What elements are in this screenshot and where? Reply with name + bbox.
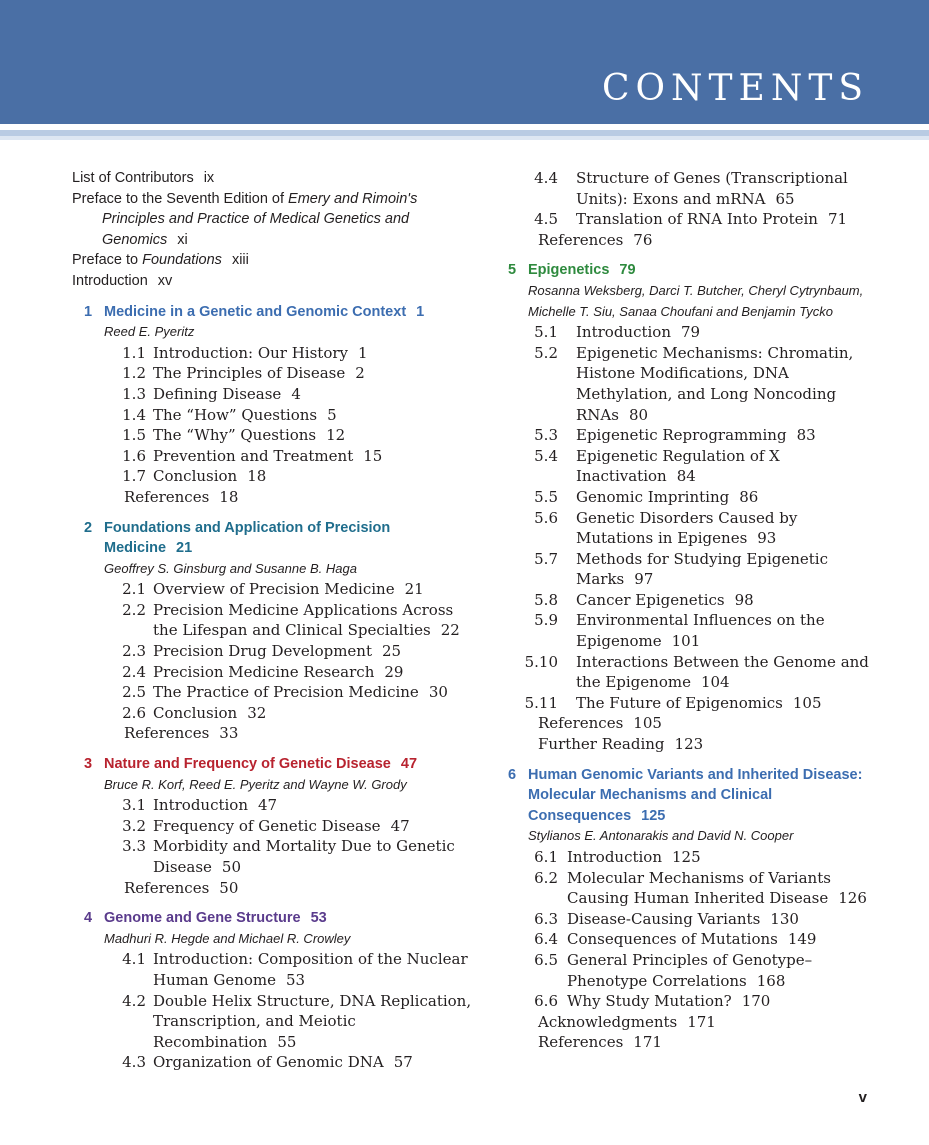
- section-page: 84: [676, 467, 696, 486]
- section-title: Cancer Epigenetics: [576, 590, 725, 609]
- chapter-title-text: Nature and Frequency of Genetic Disease: [104, 756, 391, 773]
- section-entry[interactable]: [72, 363, 472, 384]
- section-entry[interactable]: [496, 991, 876, 1012]
- section-title: Translation of RNA Into Protein: [576, 210, 818, 229]
- section-entry[interactable]: [496, 909, 876, 930]
- chapter-authors: Reed E. Pyeritz: [104, 324, 195, 340]
- section-page: 12: [326, 426, 346, 445]
- section-title: Double Helix Structure, DNA Replication, Transcription, and Meiotic Recombination: [153, 991, 472, 1051]
- section-number: 4.5: [534, 210, 558, 229]
- section-page: 126: [838, 889, 867, 908]
- section-page: 25: [382, 642, 402, 661]
- section-entry[interactable]: [496, 590, 876, 611]
- section-title: Conclusion: [153, 467, 238, 486]
- section-page: 2: [355, 364, 365, 383]
- references-entry[interactable]: [496, 713, 876, 734]
- section-title: Introduction: Our History: [153, 343, 348, 362]
- section-entry[interactable]: [72, 1052, 472, 1073]
- section-entry[interactable]: [72, 662, 472, 683]
- section-entry[interactable]: [496, 425, 876, 446]
- section-title: The “Why” Questions: [153, 426, 317, 445]
- section-entry[interactable]: [496, 168, 876, 209]
- section-page: 47: [258, 796, 278, 815]
- section-entry[interactable]: [496, 508, 876, 549]
- front-matter-title-italic: Foundations: [142, 252, 222, 269]
- section-number: 5.9: [534, 611, 558, 630]
- section-title: Interactions Between the Genome and the Epigenome: [576, 652, 869, 692]
- references-title: References: [124, 878, 210, 897]
- section-title: The Future of Epigenomics: [576, 693, 783, 712]
- section-page: 71: [827, 210, 848, 229]
- references-title: References: [538, 230, 624, 249]
- chapter-authors: Bruce R. Korf, Reed E. Pyeritz and Wayne W. Grody: [104, 776, 407, 792]
- section-entry[interactable]: [496, 847, 876, 868]
- section-title: Organization of Genomic DNA: [153, 1053, 384, 1072]
- section-page: 18: [247, 467, 267, 486]
- references-title: Further Reading: [538, 735, 665, 754]
- front-matter-page: xiii: [231, 252, 249, 269]
- section-entry[interactable]: [72, 343, 472, 364]
- references-entry[interactable]: [496, 1032, 876, 1053]
- references-title: References: [124, 724, 210, 743]
- section-title: Why Study Mutation?: [567, 992, 732, 1011]
- section-number: 6.4: [534, 930, 558, 949]
- section-entry[interactable]: [72, 703, 472, 724]
- section-number: 5.5: [534, 487, 558, 506]
- section-title: Precision Medicine Applications Across the Lifespan and Clinical Specialties: [153, 600, 454, 640]
- section-number: 6.3: [534, 909, 558, 928]
- section-number: 1.1: [122, 343, 146, 362]
- header-divider-pale: [0, 136, 929, 140]
- section-page: 104: [700, 673, 730, 692]
- section-entry[interactable]: [72, 425, 472, 446]
- section-entry[interactable]: [496, 209, 876, 230]
- section-entry[interactable]: [72, 600, 472, 641]
- references-page: 105: [633, 714, 662, 733]
- section-title: Introduction: [567, 848, 662, 866]
- section-number: 2.2: [122, 600, 146, 619]
- section-title: Frequency of Genetic Disease: [153, 816, 381, 835]
- section-page: 50: [221, 858, 242, 876]
- section-entry[interactable]: [496, 446, 876, 487]
- references-entry[interactable]: [72, 487, 472, 508]
- section-page: 86: [739, 487, 759, 506]
- section-entry[interactable]: [72, 405, 472, 426]
- section-number: 3.2: [122, 816, 146, 835]
- section-number: 5.7: [534, 549, 558, 568]
- front-matter-title: Preface to the Seventh Edition of: [72, 190, 289, 207]
- section-title: Prevention and Treatment: [153, 446, 354, 465]
- section-page: 65: [775, 189, 795, 208]
- section-number: 6.5: [534, 950, 558, 969]
- references-page: 18: [219, 487, 239, 506]
- section-title: General Principles of Genotype–Phenotype Correlations: [567, 950, 813, 990]
- section-title: Introduction: Composition of the Nuclear Human Genome: [153, 950, 468, 989]
- section-title: Disease-Causing Variants: [567, 909, 761, 928]
- chapter-title[interactable]: [496, 765, 876, 827]
- section-number: 1.5: [122, 426, 146, 445]
- front-matter-page: xv: [157, 272, 173, 289]
- section-number: 5.1: [534, 323, 558, 342]
- section-entry[interactable]: [72, 384, 472, 405]
- section-number: 3.3: [122, 837, 146, 856]
- chapter-title[interactable]: [496, 260, 876, 281]
- section-title: Precision Drug Development: [153, 642, 372, 661]
- section-page: 30: [428, 683, 448, 702]
- section-page: 57: [393, 1053, 413, 1072]
- chapter-page: 125: [641, 807, 666, 824]
- references-title: References: [538, 1033, 624, 1052]
- section-number: 1.3: [122, 384, 146, 403]
- section-page: 80: [628, 405, 649, 424]
- section-entry[interactable]: [496, 929, 876, 950]
- section-number: 5.10: [524, 652, 558, 671]
- toc-column-right: [496, 168, 876, 1053]
- section-number: 5.8: [534, 590, 558, 609]
- chapter-title[interactable]: [72, 754, 472, 775]
- section-title: Defining Disease: [153, 384, 282, 403]
- section-entry[interactable]: [72, 466, 472, 487]
- front-matter-entry[interactable]: [72, 189, 472, 251]
- chapter-page: 79: [619, 262, 636, 279]
- chapter-page: 47: [400, 756, 418, 773]
- section-entry[interactable]: [496, 950, 876, 991]
- references-page: 171: [687, 1012, 716, 1031]
- section-page: 93: [757, 529, 777, 548]
- section-page: 5: [327, 405, 337, 424]
- front-matter-title: Introduction: [72, 272, 148, 289]
- section-entry[interactable]: [496, 868, 876, 909]
- toc-column-left: [72, 168, 472, 1073]
- section-number: 5.4: [534, 446, 558, 465]
- references-entry[interactable]: [496, 1012, 876, 1033]
- references-title: References: [124, 487, 210, 506]
- section-entry[interactable]: [496, 693, 876, 714]
- references-page: 33: [219, 724, 239, 743]
- section-page: 168: [756, 971, 786, 990]
- section-title: The “How” Questions: [153, 405, 318, 424]
- front-matter-title-italic: Emery and Rimoin's Principles and Practice of Medical Genetics and Genomics: [102, 190, 418, 248]
- section-title: Overview of Precision Medicine: [153, 580, 395, 599]
- section-number: 4.2: [122, 991, 146, 1010]
- section-number: 3.1: [122, 796, 146, 815]
- references-page: 171: [633, 1033, 662, 1052]
- front-matter-entry[interactable]: [72, 271, 472, 292]
- section-page: 79: [681, 323, 701, 342]
- section-entry[interactable]: [496, 610, 876, 651]
- front-matter-title: List of Contributors: [72, 170, 194, 186]
- front-matter-title: Preface to: [72, 252, 143, 269]
- section-number: 2.5: [122, 683, 146, 702]
- chapter-authors: Stylianos E. Antonarakis and David N. Cooper: [528, 828, 794, 844]
- section-page: 22: [440, 621, 460, 640]
- section-title: The Principles of Disease: [153, 364, 346, 383]
- section-page: 1: [358, 343, 368, 362]
- front-matter-page: xi: [177, 231, 188, 248]
- references-entry[interactable]: [496, 734, 876, 755]
- front-matter-page: ix: [203, 170, 215, 186]
- chapter-page: 1: [416, 303, 425, 320]
- section-entry[interactable]: [496, 487, 876, 508]
- chapter-page: 53: [310, 910, 327, 927]
- front-matter-entry[interactable]: [72, 168, 472, 189]
- section-title: Environmental Influences on the Epigenome: [576, 611, 825, 651]
- section-entry[interactable]: [72, 836, 472, 877]
- section-page: 21: [404, 580, 424, 599]
- section-number: 1.4: [122, 405, 146, 424]
- section-page: 29: [384, 662, 404, 681]
- chapter-page: 21: [176, 540, 193, 557]
- references-entry[interactable]: [72, 878, 472, 899]
- section-entry[interactable]: [72, 949, 472, 990]
- section-entry[interactable]: [496, 322, 876, 343]
- section-number: 2.6: [122, 703, 146, 722]
- chapter-title-text: Foundations and Application of Precision Medicine: [104, 519, 391, 557]
- references-title: References: [538, 714, 624, 733]
- section-number: 4.4: [534, 169, 558, 187]
- chapter-authors: Rosanna Weksberg, Darci T. Butcher, Cheryl Cytrynbaum, Michelle T. Siu, Sanaa Choufani and Benjamin Tycko: [528, 282, 864, 319]
- section-number: 1.2: [122, 364, 146, 383]
- page-number: v: [858, 1089, 867, 1106]
- section-entry[interactable]: [72, 991, 472, 1053]
- section-number: 2.4: [122, 662, 146, 681]
- section-title: Conclusion: [153, 703, 238, 722]
- section-title: Epigenetic Mechanisms: Chromatin, Histone Modifications, DNA Methylation, and Long Noncoding RNAs: [576, 343, 854, 424]
- section-page: 149: [787, 930, 817, 949]
- section-number: 6.1: [534, 848, 558, 866]
- section-entry[interactable]: [496, 549, 876, 590]
- section-page: 98: [734, 590, 754, 609]
- section-title: Methods for Studying Epigenetic Marks: [576, 549, 829, 589]
- section-title: Epigenetic Regulation of X Inactivation: [576, 446, 780, 486]
- section-entry[interactable]: [72, 446, 472, 467]
- section-page: 83: [796, 426, 816, 445]
- section-page: 101: [671, 632, 701, 651]
- section-entry[interactable]: [72, 641, 472, 662]
- section-page: 55: [277, 1032, 297, 1051]
- chapter-authors: Madhuri R. Hegde and Michael R. Crowley: [104, 930, 351, 946]
- section-number: 6.6: [534, 992, 558, 1011]
- section-number: 4.1: [122, 950, 146, 969]
- section-entry[interactable]: [72, 816, 472, 837]
- section-number: 6.2: [534, 868, 558, 887]
- front-matter-entry[interactable]: [72, 250, 472, 271]
- chapter-number: 6: [508, 766, 517, 783]
- chapter-number: 5: [508, 262, 517, 279]
- section-title: Morbidity and Mortality Due to Genetic Disease: [153, 837, 455, 876]
- header-banner: [0, 0, 929, 124]
- chapter-number: 3: [84, 756, 93, 773]
- section-entry[interactable]: [72, 682, 472, 703]
- italic-wrapper: [142, 252, 222, 268]
- section-page: 47: [390, 816, 410, 835]
- section-title: Genomic Imprinting: [576, 487, 730, 506]
- chapter-number: 4: [84, 910, 93, 927]
- page-title: CONTENTS: [601, 68, 869, 109]
- chapter-title-text: Human Genomic Variants and Inherited Disease: Molecular Mechanisms and Clinical Consequences: [528, 766, 863, 824]
- section-entry[interactable]: [496, 652, 876, 693]
- section-page: 130: [770, 909, 799, 928]
- chapter-title[interactable]: [72, 518, 472, 559]
- chapter-authors: Geoffrey S. Ginsburg and Susanne B. Haga: [104, 560, 357, 576]
- section-page: 15: [363, 446, 383, 465]
- section-title: Structure of Genes (Transcriptional Units): Exons and mRNA: [576, 169, 848, 208]
- section-title: Genetic Disorders Caused by Mutations in Epigenes: [576, 508, 798, 548]
- section-number: 4.3: [122, 1053, 146, 1072]
- section-title: The Practice of Precision Medicine: [153, 683, 419, 702]
- section-title: Epigenetic Reprogramming: [576, 426, 787, 445]
- chapter-title-text: Genome and Gene Structure: [104, 910, 301, 927]
- section-number: 5.2: [534, 343, 558, 362]
- chapter-title-text: Epigenetics: [528, 262, 610, 279]
- section-page: 32: [247, 703, 267, 722]
- chapter-title[interactable]: [72, 302, 472, 323]
- section-number: 2.3: [122, 642, 146, 661]
- section-page: 97: [634, 570, 654, 589]
- section-title: Introduction: [153, 796, 248, 815]
- references-page: 76: [633, 230, 653, 249]
- chapter-number: 1: [84, 303, 93, 320]
- section-page: 4: [291, 384, 301, 403]
- section-number: 2.1: [122, 580, 146, 599]
- section-number: 1.6: [122, 446, 146, 465]
- section-page: 125: [672, 848, 701, 866]
- section-page: 105: [792, 693, 822, 712]
- section-page: 170: [741, 992, 771, 1011]
- section-entry[interactable]: [72, 579, 472, 600]
- references-page: 123: [674, 735, 704, 754]
- section-title: Consequences of Mutations: [567, 930, 778, 949]
- chapter-number: 2: [84, 519, 93, 536]
- chapter-title-text: Medicine in a Genetic and Genomic Context: [104, 303, 407, 320]
- section-number: 1.7: [122, 467, 146, 486]
- references-entry[interactable]: [72, 723, 472, 744]
- section-title: Precision Medicine Research: [153, 662, 375, 681]
- references-page: 50: [219, 878, 239, 897]
- section-title: Introduction: [576, 323, 671, 342]
- section-number: 5.6: [534, 508, 558, 527]
- section-number: 5.11: [524, 693, 558, 712]
- section-title: Molecular Mechanisms of Variants Causing Human Inherited Disease: [567, 868, 831, 908]
- section-number: 5.3: [534, 426, 558, 445]
- references-entry[interactable]: [496, 230, 876, 251]
- references-title: Acknowledgments: [538, 1012, 678, 1031]
- section-entry[interactable]: [496, 343, 876, 425]
- section-entry[interactable]: [72, 795, 472, 816]
- section-page: 53: [286, 970, 306, 989]
- chapter-title[interactable]: [72, 908, 472, 929]
